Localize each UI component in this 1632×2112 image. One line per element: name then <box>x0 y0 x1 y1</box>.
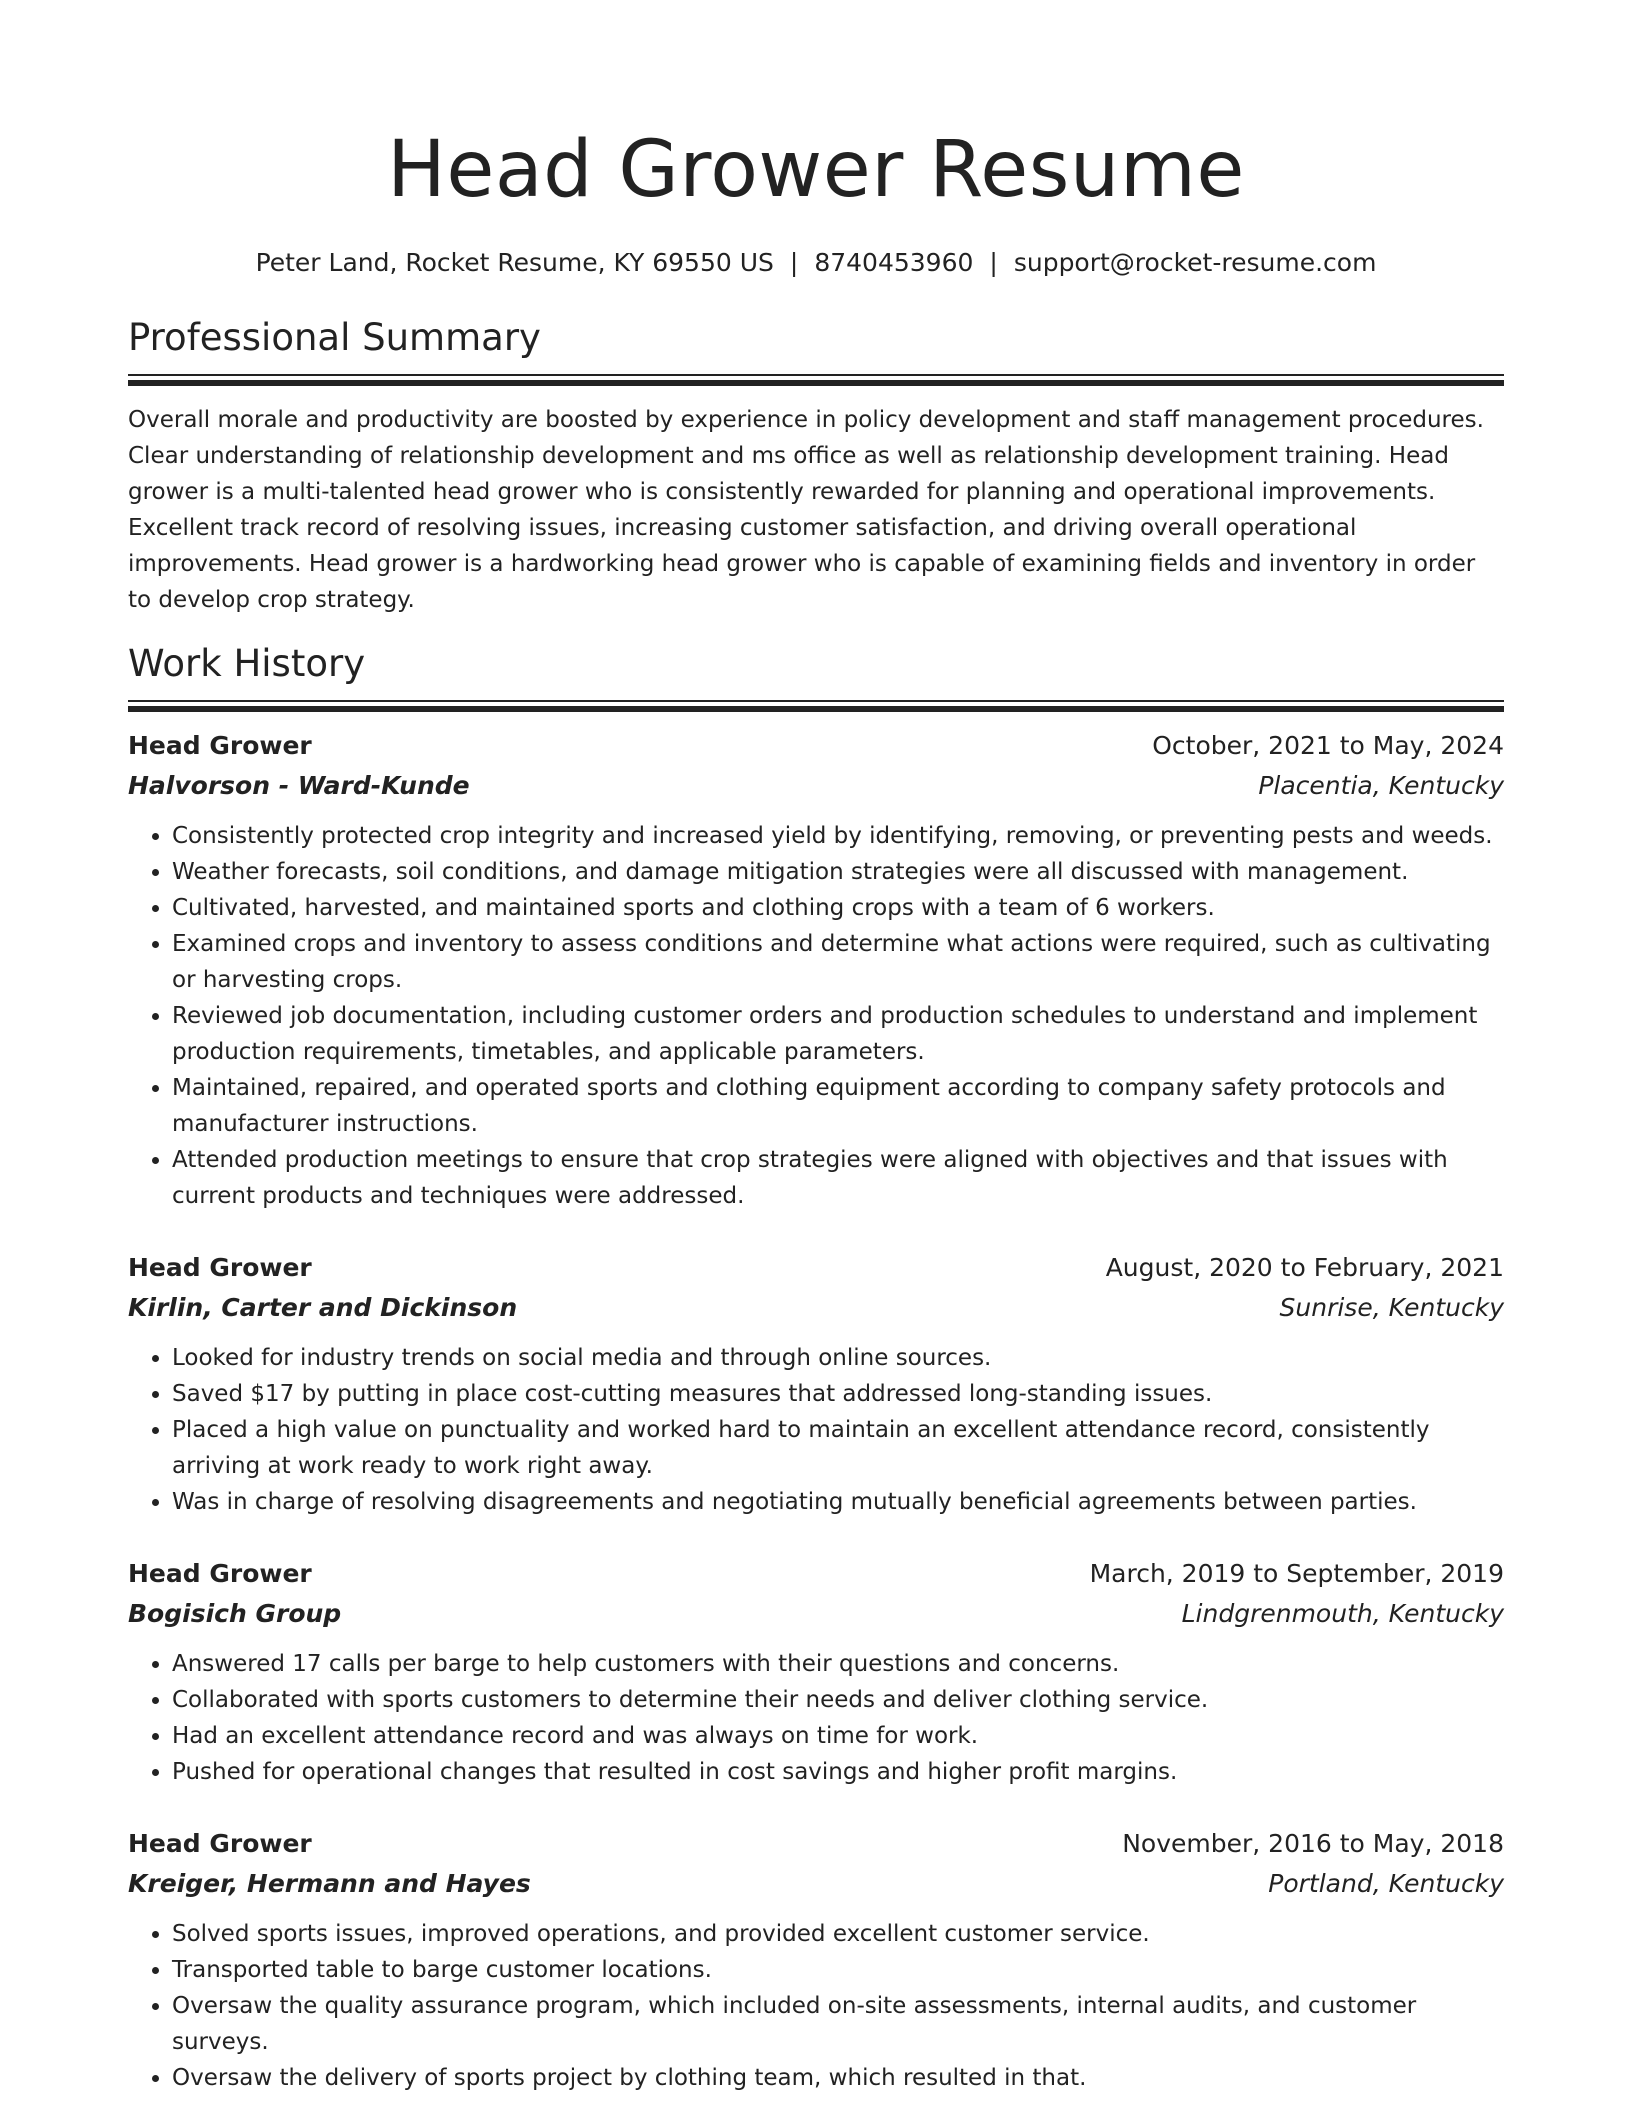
job-entry <box>128 1248 1504 1520</box>
duty-item: • Placed a high value on punctuality and worked hard to maintain an excellent attendance record, consistently arriving at work ready to work right away. <box>172 1412 1504 1484</box>
duty-item: • Oversaw the delivery of sports project by clothing team, which resulted in that. <box>172 2060 1504 2096</box>
contact-email: support@rocket-resume.com <box>1013 248 1377 277</box>
duty-item: • Pushed for operational changes that resulted in cost savings and higher profit margins. <box>172 1754 1504 1790</box>
work-history-heading: Work History <box>128 642 366 685</box>
job-subheader-row <box>128 766 1504 806</box>
job-location: Placentia, Kentucky <box>1258 771 1504 800</box>
duty-item: • Looked for industry trends on social media and through online sources. <box>172 1340 1504 1376</box>
duty-item: • Transported table to barge customer locations. <box>172 1952 1504 1988</box>
contact-address: Peter Land, Rocket Resume, KY 69550 US <box>255 248 774 277</box>
duty-item: • Was in charge of resolving disagreements and negotiating mutually beneficial agreements between parties. <box>172 1484 1504 1520</box>
duty-item: • Collaborated with sports customers to determine their needs and deliver clothing service. <box>172 1682 1504 1718</box>
job-dates: August, 2020 to February, 2021 <box>1105 1253 1504 1282</box>
job-dates: October, 2021 to May, 2024 <box>1152 731 1504 760</box>
job-header-row <box>128 1824 1504 1864</box>
contact-separator: | <box>789 248 799 277</box>
summary-heading: Professional Summary <box>128 316 541 359</box>
contact-separator: | <box>989 248 998 277</box>
contact-phone: 8740453960 <box>814 248 974 277</box>
duty-item: • Maintained, repaired, and operated sports and clothing equipment according to company safety protocols and manufacturer instructions. <box>172 1070 1504 1142</box>
section-divider <box>128 700 1504 702</box>
duty-item: • Had an excellent attendance record and was always on time for work. <box>172 1718 1504 1754</box>
job-subheader-row <box>128 1864 1504 1904</box>
job-duties-list <box>128 1916 1504 2096</box>
duty-item: • Examined crops and inventory to assess conditions and determine what actions were required, such as cultivating or harvesting crops. <box>172 926 1504 998</box>
job-header-row <box>128 1248 1504 1288</box>
job-company: Kirlin, Carter and Dickinson <box>128 1293 518 1322</box>
duty-item: • Solved sports issues, improved operations, and provided excellent customer service. <box>172 1916 1504 1952</box>
job-company: Kreiger, Hermann and Hayes <box>128 1869 531 1898</box>
job-company: Halvorson - Ward-Kunde <box>128 771 470 800</box>
job-location: Portland, Kentucky <box>1268 1869 1504 1898</box>
work-history-section <box>128 640 1504 2096</box>
job-duties-list <box>128 1340 1504 1520</box>
job-header-row <box>128 726 1504 766</box>
job-entry <box>128 1824 1504 2096</box>
duty-item: • Attended production meetings to ensure that crop strategies were aligned with objectives and that issues with current products and techniques were addressed. <box>172 1142 1504 1214</box>
job-duties-list <box>128 1646 1504 1790</box>
job-entry <box>128 1554 1504 1790</box>
job-title: Head Grower <box>128 1829 312 1858</box>
job-location: Lindgrenmouth, Kentucky <box>1181 1599 1504 1628</box>
job-duties-list <box>128 818 1504 1214</box>
duty-item: • Cultivated, harvested, and maintained sports and clothing crops with a team of 6 workers. <box>172 890 1504 926</box>
job-subheader-row <box>128 1594 1504 1634</box>
section-divider <box>128 374 1504 376</box>
duty-item: • Reviewed job documentation, including customer orders and production schedules to understand and implement production requirements, timetables, and applicable parameters. <box>172 998 1504 1070</box>
section-divider-thick <box>128 380 1504 386</box>
job-title: Head Grower <box>128 1559 312 1588</box>
duty-item: • Answered 17 calls per barge to help customers with their questions and concerns. <box>172 1646 1504 1682</box>
job-header-row <box>128 1554 1504 1594</box>
contact-line <box>128 246 1504 280</box>
job-title: Head Grower <box>128 1253 312 1282</box>
summary-section <box>128 314 1504 618</box>
job-title: Head Grower <box>128 731 312 760</box>
page-title: Head Grower Resume <box>387 125 1245 215</box>
job-subheader-row <box>128 1288 1504 1328</box>
summary-text: Overall morale and productivity are boosted by experience in policy development and staff management procedures. Clear understanding of relationship development and ms office as well as relationship development training. Head grower is a multi-talented head grower who is consistently rewarded for planning and operational improvements. Excellent track record of resolving issues, increasing customer satisfaction, and driving overall operational improvements. Head grower is a hardworking head grower who is capable of examining fields and inventory in order to develop crop strategy. <box>128 407 1484 613</box>
section-divider-thick <box>128 706 1504 712</box>
duty-item: • Saved $17 by putting in place cost-cutting measures that addressed long-standing issues. <box>172 1376 1504 1412</box>
job-company: Bogisich Group <box>128 1599 342 1628</box>
job-dates: November, 2016 to May, 2018 <box>1122 1829 1504 1858</box>
job-entry <box>128 726 1504 1214</box>
duty-item: • Weather forecasts, soil conditions, and damage mitigation strategies were all discussed with management. <box>172 854 1504 890</box>
duty-item: • Consistently protected crop integrity and increased yield by identifying, removing, or preventing pests and weeds. <box>172 818 1504 854</box>
job-location: Sunrise, Kentucky <box>1279 1293 1504 1322</box>
job-dates: March, 2019 to September, 2019 <box>1089 1559 1504 1588</box>
duty-item: • Oversaw the quality assurance program, which included on-site assessments, internal audits, and customer surveys. <box>172 1988 1504 2060</box>
